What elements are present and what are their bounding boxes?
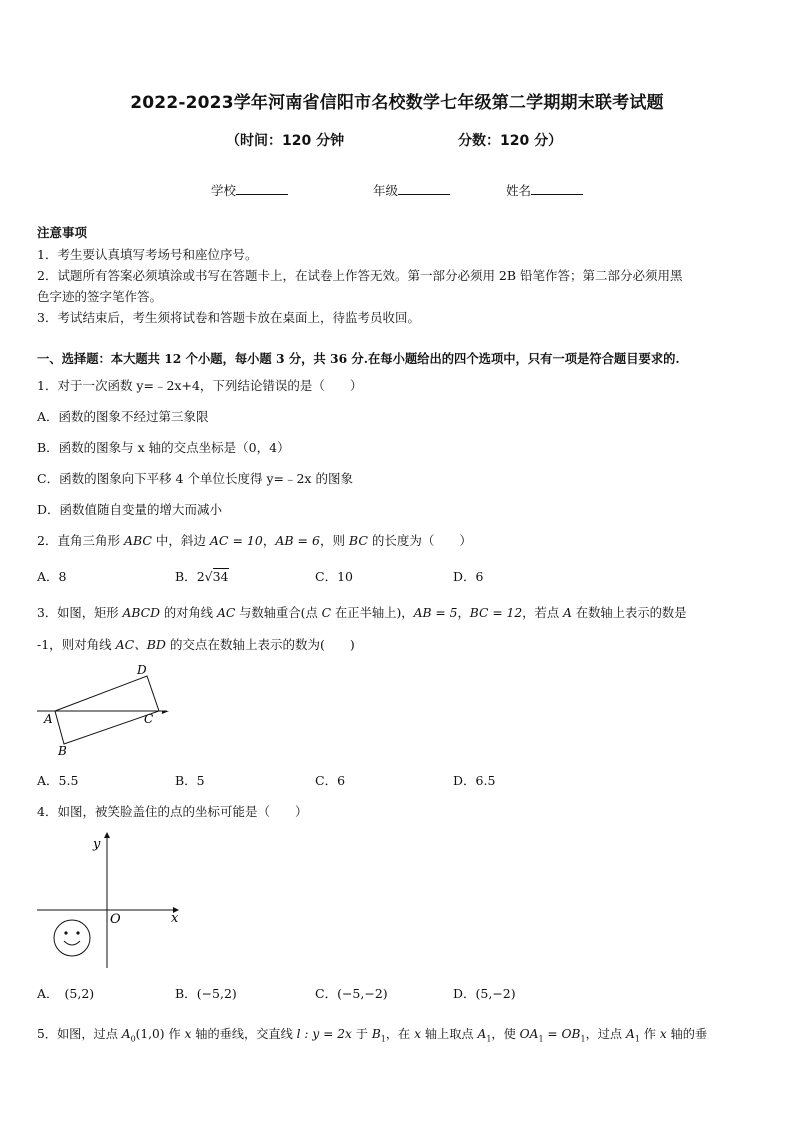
q5-text: 轴的垂 xyxy=(666,1027,708,1041)
q5-point-a1: A xyxy=(477,1027,487,1041)
x-label: x xyxy=(171,911,179,926)
q3-ab-eq: AB = 5 xyxy=(413,606,458,620)
q2-abc: ABC xyxy=(123,533,152,548)
school-label: 学校 xyxy=(211,183,237,198)
q5-eq: = OB xyxy=(543,1027,581,1041)
q2-option-c[interactable]: C．10 xyxy=(315,569,353,584)
q3-text: 3．如图，矩形 xyxy=(37,606,123,620)
q5-eq: OA xyxy=(519,1027,539,1041)
q1-option-b[interactable]: B．函数的图象与 x 轴的交点坐标是（0，4） xyxy=(37,440,290,455)
exam-score: 分数：120 分） xyxy=(458,133,563,149)
q5-stem xyxy=(37,1025,707,1043)
q3-text: 的对角线 xyxy=(159,606,217,620)
q3-stem-line1 xyxy=(37,603,687,621)
q4-coordinate-figure xyxy=(37,830,187,970)
q5-text: ，过点 xyxy=(585,1027,626,1041)
sqrt-symbol: √ xyxy=(204,569,213,584)
q3-bc-eq: BC = 12 xyxy=(469,606,523,620)
q1-option-d[interactable]: D．函数值随自变量的增大而减小 xyxy=(37,502,223,517)
q3-text: 的交点在数轴上表示的数为( ) xyxy=(165,637,355,652)
q5-point-a0: A xyxy=(121,1027,131,1041)
name-blank[interactable] xyxy=(531,182,583,195)
q5-x: x xyxy=(659,1027,667,1041)
q3-text: 在正半轴上)， xyxy=(331,606,414,620)
label-d: D xyxy=(137,663,147,677)
q4-option-b[interactable] xyxy=(175,984,237,1002)
q2-ac-eq: AC = 10 xyxy=(209,533,263,548)
q5-sub: 1 xyxy=(634,1034,640,1044)
note-item-2: 2．试题所有答案必须填涂或书写在答题卡上，在试卷上作答无效。第一部分必须用 2B 铅笔作答；第二部分必须用黑 xyxy=(37,268,683,283)
q4-option-b-label: B． xyxy=(175,986,197,1001)
q5-sub: 1 xyxy=(580,1034,586,1044)
q4-option-c-value: (−5,−2) xyxy=(337,986,388,1001)
label-a: A xyxy=(44,712,53,726)
y-label: y xyxy=(93,837,101,852)
label-c: C xyxy=(144,712,154,726)
page-title: 2022-2023学年河南省信阳市名校数学七年级第二学期期末联考试题 xyxy=(130,93,664,113)
q5-sub: 1 xyxy=(380,1034,386,1044)
q2-ab-eq: AB = 6 xyxy=(275,533,320,548)
smiley-face-icon xyxy=(54,920,90,956)
q3-option-a[interactable]: A．5.5 xyxy=(37,773,79,788)
name-label: 姓名 xyxy=(506,183,532,198)
q2-option-b-coef: 2 xyxy=(196,569,205,584)
number-line-arrow xyxy=(162,711,169,714)
q2-option-b[interactable] xyxy=(175,567,229,585)
q5-text: 5．如图，过点 xyxy=(37,1027,122,1041)
q1-option-c[interactable]: C．函数的图象向下平移 4 个单位长度得 y=﹣2x 的图象 xyxy=(37,471,353,486)
q5-text: ，在 xyxy=(385,1027,415,1041)
q5-sub: 0 xyxy=(130,1034,136,1044)
q4-option-d-value: (5,−2) xyxy=(475,986,516,1001)
q5-sub: 1 xyxy=(538,1034,544,1044)
q2-bc: BC xyxy=(348,533,368,548)
note-item-3: 3．考试结束后，考生须将试卷和答题卡放在桌面上，待监考员收回。 xyxy=(37,310,420,325)
rectangle-abcd xyxy=(55,676,159,744)
q1-option-a[interactable]: A．函数的图象不经过第三象限 xyxy=(37,409,209,424)
origin-label: O xyxy=(110,912,121,927)
grade-label: 年级 xyxy=(373,183,399,198)
q4-option-a-value: (5,2) xyxy=(64,986,95,1001)
q5-a0-coord: (1,0) xyxy=(135,1027,165,1041)
q5-x: x xyxy=(414,1027,421,1041)
q4-option-c-label: C． xyxy=(315,986,338,1001)
q4-option-a[interactable] xyxy=(37,984,94,1002)
q3-ac: AC xyxy=(216,606,236,620)
q5-text: 轴上取点 xyxy=(421,1027,478,1041)
q4-option-d[interactable] xyxy=(453,984,516,1002)
label-b: B xyxy=(58,744,67,758)
grade-field xyxy=(373,181,450,199)
grade-blank[interactable] xyxy=(398,182,450,195)
q5-x: x xyxy=(184,1027,192,1041)
exam-time: （时间：120 分钟 xyxy=(226,133,345,149)
q3-text: 与数轴重合(点 xyxy=(235,606,322,620)
q3-option-b[interactable]: B．5 xyxy=(175,773,205,788)
q1-stem: 1．对于一次函数 y=﹣2x+4，下列结论错误的是（ ） xyxy=(37,378,363,393)
school-blank[interactable] xyxy=(236,182,288,195)
q5-sub: 1 xyxy=(486,1034,492,1044)
q3-text: ，若点 xyxy=(522,606,564,620)
q5-point-a1: A xyxy=(626,1027,635,1041)
q4-option-d-label: D． xyxy=(453,986,476,1001)
q2-option-d[interactable]: D．6 xyxy=(453,569,484,584)
q3-ac-bd: AC、BD xyxy=(115,637,166,652)
q3-abcd: ABCD xyxy=(122,606,160,620)
q4-stem: 4．如图，被笑脸盖住的点的坐标可能是（ ） xyxy=(37,804,308,819)
q4-option-c[interactable] xyxy=(315,984,388,1002)
q5-text: 作 xyxy=(639,1027,660,1041)
name-field xyxy=(506,181,583,199)
q5-text: ，使 xyxy=(491,1027,520,1041)
y-axis-arrow xyxy=(104,832,110,838)
q2-text: 中，斜边 xyxy=(151,533,210,548)
q2-option-a[interactable]: A．8 xyxy=(37,569,67,584)
q3-c: C xyxy=(321,606,332,620)
note-item-1: 1．考生要认真填写考场号和座位序号。 xyxy=(37,247,258,262)
q5-line-eq: l : y = 2x xyxy=(296,1027,352,1041)
q3-option-d[interactable]: D．6.5 xyxy=(453,773,496,788)
q5-point-b1: B xyxy=(371,1027,381,1041)
q2-stem xyxy=(37,531,472,549)
q2-option-b-radicand: 34 xyxy=(212,569,229,584)
q5-text: 轴的垂线，交直线 xyxy=(191,1027,297,1041)
q5-text: 于 xyxy=(351,1027,372,1041)
q3-stem-line2 xyxy=(37,635,355,653)
q4-option-b-value: (−5,2) xyxy=(196,986,237,1001)
q3-rectangle-figure xyxy=(37,660,177,760)
q3-text: -1，则对角线 xyxy=(37,637,116,652)
q3-a: A xyxy=(563,606,572,620)
q2-text: ，则 xyxy=(319,533,349,548)
q2-text: 的长度为（ ） xyxy=(367,533,472,548)
section-heading: 一、选择题：本大题共 12 个小题，每小题 3 分，共 36 分.在每小题给出的四个选项中，只有一项是符合题目要求的. xyxy=(37,351,680,366)
q5-text: 作 xyxy=(164,1027,185,1041)
q3-text: ， xyxy=(457,606,470,620)
q2-option-b-label: B． xyxy=(175,569,197,584)
q2-text: ， xyxy=(262,533,276,548)
q3-text: 在数轴上表示的数是 xyxy=(571,606,687,620)
school-field xyxy=(211,181,288,199)
q2-text: 2．直角三角形 xyxy=(37,533,124,548)
notes-heading: 注意事项 xyxy=(37,225,88,240)
q3-option-c[interactable]: C．6 xyxy=(315,773,346,788)
note-item-2-cont: 色字迹的签字笔作答。 xyxy=(37,289,163,304)
q4-option-a-label: A． xyxy=(37,986,59,1001)
